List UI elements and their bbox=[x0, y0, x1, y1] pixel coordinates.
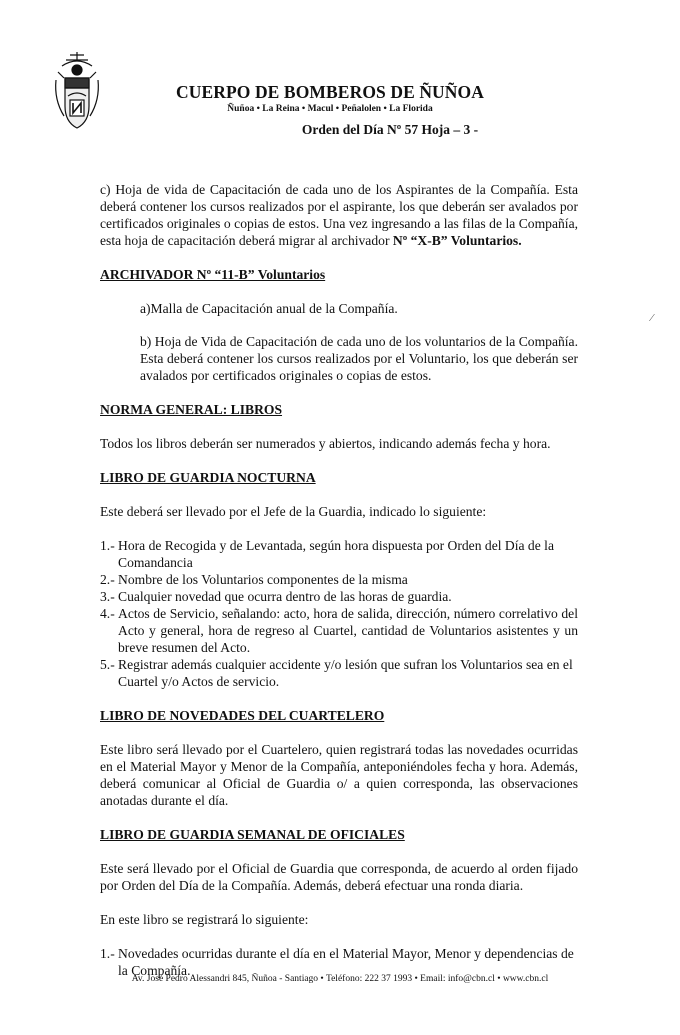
organization-title: CUERPO DE BOMBEROS DE ÑUÑOA bbox=[175, 82, 484, 102]
page-footer: Av. José Pedro Alessandri 845, Ñuñoa - Santiago • Teléfono: 222 37 1993 • Email: info@cbn.cl • www.cbn.cl bbox=[131, 974, 549, 984]
paragraph-c: c) Hoja de vida de Capacitación de cada uno de los Aspirantes de la Compañía. Esta deberá contener los cursos realizados por el aspirante, los que deberán ser avalados por certificados originales o copias de estos. Una vez ingresando a las filas de la Compañía, esta hoja de capacitación deberá migrar al archivador Nº “X-B” Voluntarios. bbox=[100, 182, 578, 248]
guardia-nocturna-list bbox=[100, 537, 578, 690]
heading-norma-general: NORMA GENERAL: LIBROS bbox=[100, 402, 283, 417]
heading-novedades-cuartelero: LIBRO DE NOVEDADES DEL CUARTELERO bbox=[100, 708, 385, 723]
list-item: 1.- Novedades ocurridas durante el día en el Material Mayor, Menor y dependencias de la Compañía. bbox=[100, 946, 574, 978]
list-item: 1.- Hora de Recogida y de Levantada, según hora dispuesta por Orden del Día de la Comandancia bbox=[100, 538, 554, 570]
archivador-item-b: b) Hoja de Vida de Capacitación de cada uno de los voluntarios de la Compañía. Esta deberá contener los cursos realizados por el Voluntario, los que deberán ser avalados por certificados originales o copias de estos. bbox=[140, 334, 578, 383]
organization-subtitle: Ñuñoa • La Reina • Macul • Peñalolen • La Florida bbox=[227, 104, 433, 114]
fire-department-crest-icon bbox=[50, 50, 104, 130]
list-item: 4.- Actos de Servicio, señalando: acto, hora de salida, dirección, número correlativo del Acto y general, hora de regreso al Cuartel, cantidad de Voluntarios asistentes y un breve resumen del Acto. bbox=[100, 606, 578, 655]
guardia-nocturna-intro: Este deberá ser llevado por el Jefe de la Guardia, indicado lo siguiente: bbox=[100, 504, 487, 519]
novedades-cuartelero-text: Este libro será llevado por el Cuartelero, quien registrará todas las novedades ocurridas en el Material Mayor y Menor de la Compañía, anteponiéndoles fecha y hora. Además, deberá comunicar al Oficial de Guardia o/ a quien corresponda, las observaciones anotadas durante el día. bbox=[100, 742, 578, 808]
heading-guardia-nocturna: LIBRO DE GUARDIA NOCTURNA bbox=[100, 470, 316, 485]
heading-guardia-semanal: LIBRO DE GUARDIA SEMANAL DE OFICIALES bbox=[100, 827, 405, 842]
guardia-semanal-text: Este será llevado por el Oficial de Guardia que corresponda, de acuerdo al orden fijado por Orden del Día de la Compañía. Además, deberá efectuar una ronda diaria. bbox=[100, 861, 578, 893]
norma-general-text: Todos los libros deberán ser numerados y abiertos, indicando además fecha y hora. bbox=[100, 436, 551, 451]
archivador-item-a: a)Malla de Capacitación anual de la Compañía. bbox=[140, 301, 398, 316]
stray-mark: ⁄ bbox=[651, 312, 653, 324]
archivador-reference: Nº “X-B” Voluntarios. bbox=[392, 233, 522, 248]
list-item: 5.- Registrar además cualquier accidente y/o lesión que sufran los Voluntarios sea en el Cuartel y/o Actos de servicio. bbox=[100, 657, 573, 689]
list-item: 2.- Nombre de los Voluntarios componentes de la misma bbox=[100, 572, 408, 587]
list-item: 3.- Cualquier novedad que ocurra dentro de las horas de guardia. bbox=[100, 589, 452, 604]
guardia-semanal-intro: En este libro se registrará lo siguiente: bbox=[100, 912, 309, 927]
order-of-day-heading: Orden del Día Nº 57 Hoja – 3 - bbox=[301, 122, 479, 137]
document-body bbox=[100, 181, 578, 979]
heading-archivador: ARCHIVADOR Nº “11-B” Voluntarios bbox=[100, 267, 326, 282]
